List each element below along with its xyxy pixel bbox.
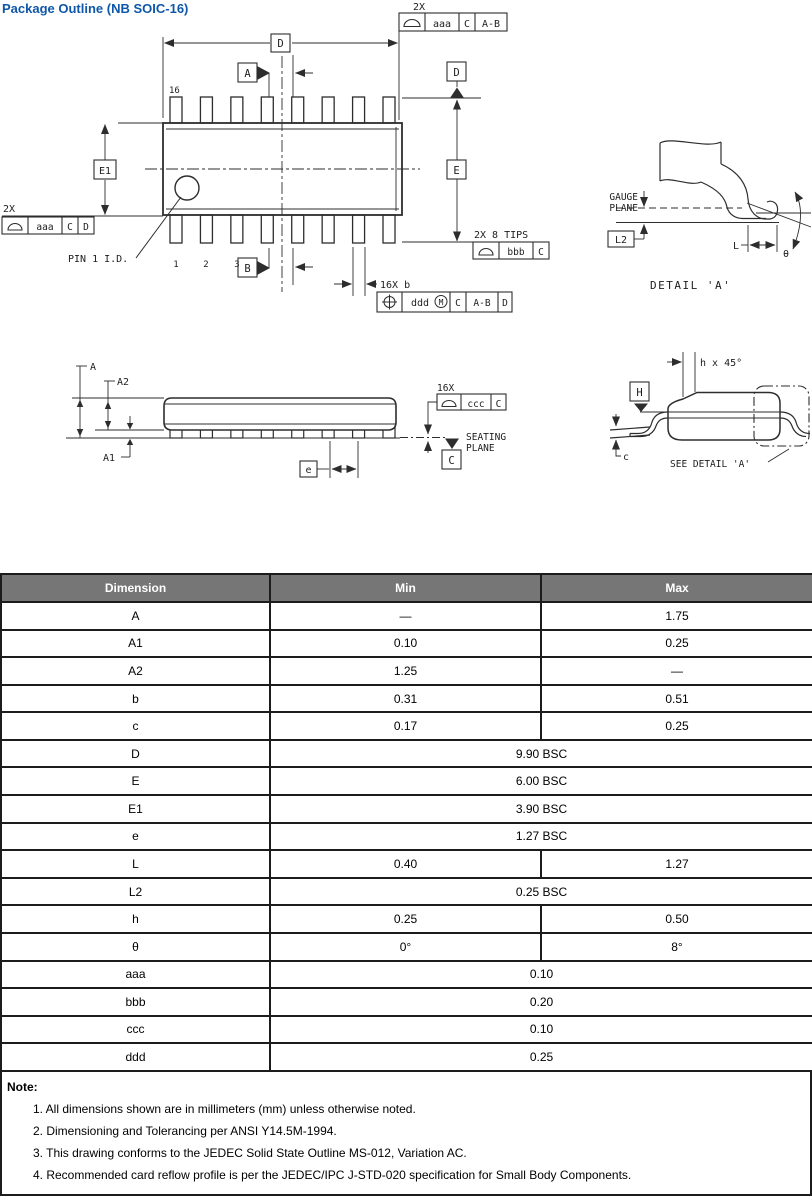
max-cell: 0.25 (541, 712, 812, 740)
max-cell: 1.75 (541, 602, 812, 630)
table-row (1, 740, 812, 768)
note-item: 4. Recommended card reflow profile is per the JEDEC/IPC J-STD-020 specification for Small Body Components. (33, 1168, 632, 1182)
max-cell: 0.25 (541, 630, 812, 658)
dimension-cell: bbb (1, 988, 270, 1016)
table-row (1, 933, 812, 961)
pin (383, 97, 395, 123)
tol-ccc: ccc (467, 399, 485, 410)
header-dimension: Dimension (1, 574, 270, 602)
pin (292, 97, 304, 123)
ref-ab-top: A-B (481, 19, 501, 30)
pin (231, 215, 243, 243)
pin (170, 97, 182, 123)
note-item: 2. Dimensioning and Tolerancing per ANSI Y14.5M-1994. (33, 1124, 337, 1138)
dimension-cell: e (1, 823, 270, 851)
span-value-cell: 0.20 (270, 988, 812, 1016)
span-value-cell: 0.25 (270, 1043, 812, 1071)
dimension-cell: h (1, 905, 270, 933)
dimension-cell: ccc (1, 1016, 270, 1044)
dimension-cell: A2 (1, 657, 270, 685)
pin (231, 97, 243, 123)
datum-triangle-icon (257, 66, 270, 80)
pin2-number: 2 (203, 260, 209, 270)
table-row (1, 630, 812, 658)
pin (292, 215, 304, 243)
pin1-id-label: PIN 1 I.D. (68, 254, 129, 265)
detail-a-caption: DETAIL 'A' (650, 279, 732, 292)
tol-aaa-top: aaa (432, 19, 452, 30)
dim-L2-label: L2 (614, 235, 628, 246)
table-row (1, 823, 812, 851)
qty-2x-left: 2X (3, 204, 16, 215)
package-outline-drawing (0, 0, 812, 573)
seating-plane-label-2: PLANE (466, 443, 495, 454)
table-row (1, 795, 812, 823)
datum-triangle-icon (450, 88, 464, 99)
span-value-cell: 0.10 (270, 961, 812, 989)
pin (383, 215, 395, 243)
profile-symbol-icon (479, 249, 493, 256)
dimension-cell: A1 (1, 630, 270, 658)
datum-C-label: C (448, 455, 455, 467)
see-detail-a-label: SEE DETAIL 'A' (670, 459, 751, 470)
dimension-cell: L (1, 850, 270, 878)
tol-aaa-left: aaa (36, 222, 54, 233)
pin (200, 215, 212, 243)
callout-position (377, 292, 512, 312)
span-value-cell: 9.90 BSC (270, 740, 812, 768)
min-cell: 0.31 (270, 685, 541, 713)
max-cell: 1.27 (541, 850, 812, 878)
profile-symbol-icon (442, 401, 456, 407)
max-cell: 0.51 (541, 685, 812, 713)
table-row (1, 685, 812, 713)
min-cell: 0.10 (270, 630, 541, 658)
table-row (1, 1016, 812, 1044)
ref-c-ccc: C (495, 399, 502, 410)
detail-a-zone-outline (754, 386, 809, 446)
datum-H-label: H (636, 387, 643, 399)
header-min: Min (270, 574, 541, 602)
tol-ddd: ddd (410, 298, 430, 309)
table-row (1, 712, 812, 740)
dim-A-label: A (90, 362, 97, 373)
table-row (1, 905, 812, 933)
position-symbol-icon (382, 295, 397, 310)
dimension-table (0, 573, 812, 1072)
gauge-plane-label-2: PLANE (609, 203, 638, 214)
pin (200, 97, 212, 123)
max-cell: 8° (541, 933, 812, 961)
table-row (1, 961, 812, 989)
page-title: Package Outline (NB SOIC-16) (2, 1, 189, 16)
datum-D-label: D (453, 67, 460, 79)
span-value-cell: 3.90 BSC (270, 795, 812, 823)
notes-label: Note: (7, 1080, 38, 1094)
dimension-cell: L2 (1, 878, 270, 906)
datum-triangle-icon (445, 439, 459, 450)
dim-E (402, 62, 481, 242)
max-cell: — (541, 657, 812, 685)
min-cell: 1.25 (270, 657, 541, 685)
dimension-cell: b (1, 685, 270, 713)
tol-bbb: bbb (507, 247, 525, 258)
chamfer-label: h x 45° (700, 358, 743, 369)
span-value-cell: 0.25 BSC (270, 878, 812, 906)
dimension-cell: E (1, 767, 270, 795)
qty-16x: 16X (437, 383, 455, 394)
span-value-cell: 0.10 (270, 1016, 812, 1044)
dimension-table-body (1, 602, 812, 1071)
dim-D-label: D (277, 38, 284, 50)
dim-theta-label: θ (782, 249, 790, 260)
ref-c-tips: C (538, 247, 544, 258)
dim-e-label: e (305, 465, 312, 476)
datum-triangle-icon (257, 261, 270, 275)
min-cell: 0.40 (270, 850, 541, 878)
note-list (7, 1098, 804, 1186)
ref-c-top: C (463, 19, 471, 30)
ref-c-pos: C (455, 298, 461, 309)
dimension-cell: c (1, 712, 270, 740)
span-value-cell: 6.00 BSC (270, 767, 812, 795)
pin16-label: 16 (169, 86, 180, 96)
dim-b (334, 247, 377, 296)
datum-triangle-icon (634, 404, 648, 413)
pin (261, 97, 273, 123)
span-value-cell: 1.27 BSC (270, 823, 812, 851)
table-row (1, 850, 812, 878)
table-row (1, 657, 812, 685)
top-view-pins-top (170, 97, 395, 123)
dim-E1-label: E1 (98, 166, 112, 177)
dim-c-label: c (623, 452, 630, 463)
qty-2x-top: 2X (413, 2, 426, 13)
dim-E1 (2, 123, 163, 216)
header-max: Max (541, 574, 812, 602)
pin1-id-circle (175, 176, 199, 200)
pin (353, 215, 365, 243)
ref-d-pos: D (502, 298, 508, 309)
notes-section (0, 1072, 812, 1196)
min-cell: 0.25 (270, 905, 541, 933)
min-cell: 0° (270, 933, 541, 961)
note-item: 3. This drawing conforms to the JEDEC Solid State Outline MS-012, Variation AC. (33, 1146, 467, 1160)
pin (353, 97, 365, 123)
dimension-cell: D (1, 740, 270, 768)
pin (322, 97, 334, 123)
datum-A-label: A (244, 68, 251, 80)
seating-plane-label-1: SEATING (466, 432, 507, 443)
ref-ab-pos: A-B (473, 298, 491, 309)
max-cell: 0.50 (541, 905, 812, 933)
detail-a-view (608, 141, 811, 252)
dim-A2-label: A2 (117, 377, 130, 388)
min-cell: 0.17 (270, 712, 541, 740)
dim-L-label: L (732, 241, 739, 252)
table-header-row (1, 574, 812, 602)
table-section (0, 573, 812, 1196)
pin3-number: 3 (234, 260, 240, 270)
pin1-number: 1 (173, 260, 179, 270)
ref-c-left: C (67, 222, 73, 233)
gauge-plane-label-1: GAUGE (609, 192, 638, 203)
table-row (1, 988, 812, 1016)
dimension-cell: A (1, 602, 270, 630)
pin (322, 215, 334, 243)
table-row (1, 1043, 812, 1071)
pin (170, 215, 182, 243)
m-modifier-label: M (438, 298, 444, 307)
profile-symbol-icon (404, 20, 420, 27)
profile-symbol-icon (8, 224, 22, 230)
pin (261, 215, 273, 243)
dimension-cell: ddd (1, 1043, 270, 1071)
dimension-cell: aaa (1, 961, 270, 989)
tips-label: 2X 8 TIPS (474, 230, 529, 241)
table-row (1, 602, 812, 630)
top-view-pins-bottom (170, 215, 395, 243)
dimension-cell: E1 (1, 795, 270, 823)
b16x-label: 16X b (380, 280, 411, 291)
min-cell: — (270, 602, 541, 630)
dim-A1-label: A1 (103, 453, 116, 464)
table-row (1, 878, 812, 906)
note-item: 1. All dimensions shown are in millimeters (mm) unless otherwise noted. (33, 1102, 416, 1116)
datum-B-label: B (244, 263, 251, 275)
ref-d-left: D (83, 222, 89, 233)
table-row (1, 767, 812, 795)
dim-E-label: E (453, 165, 460, 177)
dimension-cell: θ (1, 933, 270, 961)
